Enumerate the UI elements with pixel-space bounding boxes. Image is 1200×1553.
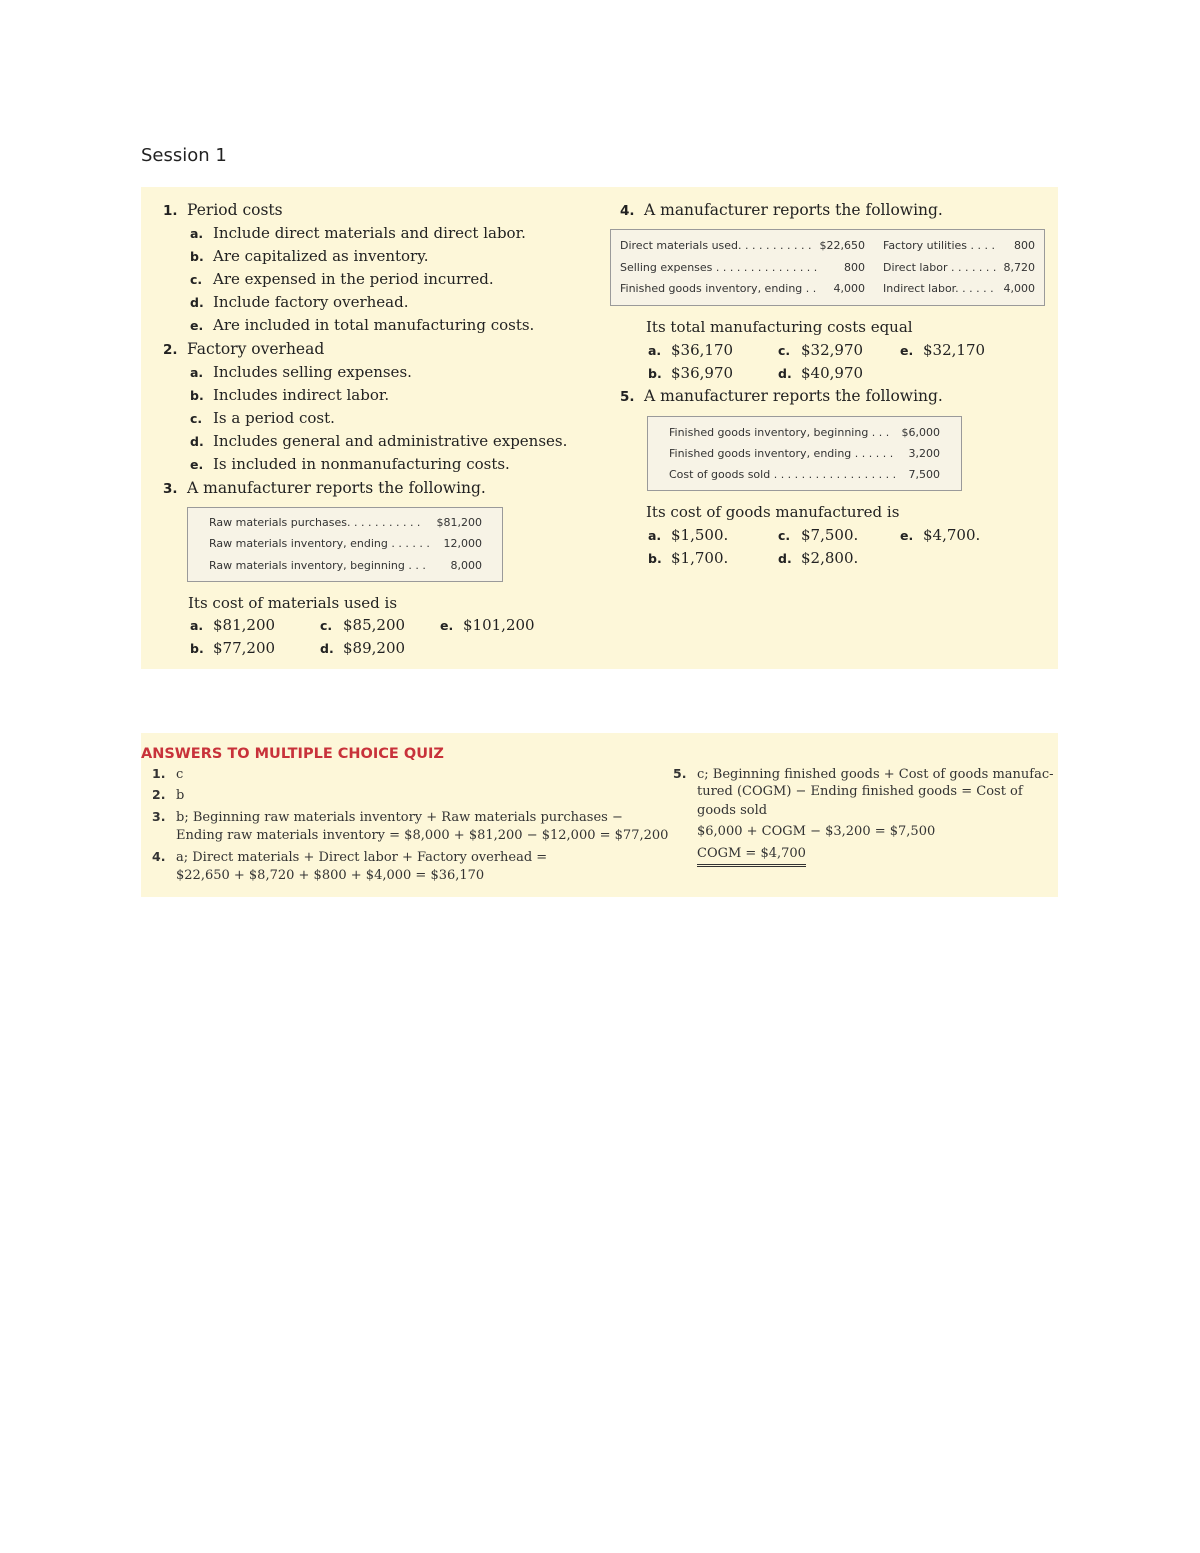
- session-title: Session 1: [141, 145, 227, 166]
- table-label: Direct materials used. . . . . . . . . . .: [620, 239, 812, 252]
- question-text: A manufacturer reports the following.: [187, 479, 486, 497]
- q3-prompt: Its cost of materials used is: [188, 594, 398, 612]
- question-1: [163, 200, 283, 221]
- q4-choice-c: c. $32,970: [778, 341, 864, 359]
- question-5: [620, 386, 943, 407]
- q2-option-c: c. Is a period cost.: [190, 409, 335, 427]
- q4-choice-d: d. $40,970: [778, 364, 864, 382]
- question-text: Period costs: [187, 201, 283, 219]
- q4-data-table: [610, 229, 1045, 306]
- question-number: 5.: [620, 389, 635, 405]
- q5-choice-d: d. $2,800.: [778, 549, 859, 567]
- q3-choice-e: e. $101,200: [440, 616, 535, 634]
- q4-prompt: Its total manufacturing costs equal: [646, 318, 913, 336]
- q1-option-c: c. Are expensed in the period incurred.: [190, 270, 494, 288]
- q1-option-e: e. Are included in total manufacturing costs.: [190, 316, 535, 334]
- q2-option-a: a. Includes selling expenses.: [190, 363, 412, 381]
- question-number: 2.: [163, 342, 178, 358]
- table-value: 800: [1014, 239, 1035, 252]
- question-number: 4.: [620, 203, 635, 219]
- table-value: 4,000: [833, 282, 865, 295]
- table-value: $81,200: [436, 516, 482, 529]
- q3-choice-b: b. $77,200: [190, 639, 276, 657]
- q2-option-d: d. Includes general and administrative expenses.: [190, 432, 568, 450]
- question-3: [163, 478, 486, 499]
- answer-4: 4. a; Direct materials + Direct labor + Factory overhead =: [152, 849, 548, 865]
- q5-choice-e: e. $4,700.: [900, 526, 981, 544]
- q1-option-b: b. Are capitalized as inventory.: [190, 247, 429, 265]
- table-value: 8,000: [450, 559, 482, 572]
- q5-choice-a: a. $1,500.: [648, 526, 729, 544]
- table-label: Selling expenses . . . . . . . . . . . . . . .: [620, 261, 818, 274]
- question-4: [620, 200, 943, 221]
- q2-option-b: b. Includes indirect labor.: [190, 386, 390, 404]
- q3-choice-a: a. $81,200: [190, 616, 276, 634]
- q1-option-a: a. Include direct materials and direct labor.: [190, 224, 526, 242]
- q5-prompt: Its cost of goods manufactured is: [646, 503, 900, 521]
- answer-3: 3. b; Beginning raw materials inventory + Raw materials purchases −: [152, 809, 623, 825]
- table-label: Raw materials inventory, beginning . . .: [209, 559, 426, 572]
- q2-option-e: e. Is included in nonmanufacturing costs.: [190, 455, 510, 473]
- table-value: $6,000: [901, 426, 940, 439]
- question-text: Factory overhead: [187, 340, 325, 358]
- q4-choice-a: a. $36,170: [648, 341, 734, 359]
- answer-5-line-5: COGM = $4,700: [697, 845, 806, 867]
- question-text: A manufacturer reports the following.: [644, 201, 943, 219]
- table-value: 7,500: [908, 468, 940, 481]
- table-label: Finished goods inventory, beginning . . .: [669, 426, 890, 439]
- table-label: Cost of goods sold . . . . . . . . . . . . . . . . . .: [669, 468, 897, 481]
- table-value: $22,650: [819, 239, 865, 252]
- answer-5-line-3: goods sold: [697, 803, 768, 818]
- q3-choice-c: c. $85,200: [320, 616, 406, 634]
- answer-5: 5. c; Beginning finished goods + Cost of goods manufac-: [673, 766, 1054, 782]
- question-number: 1.: [163, 203, 178, 219]
- answer-2: 2. b: [152, 787, 185, 803]
- table-value: 3,200: [908, 447, 940, 460]
- table-value: 4,000: [1003, 282, 1035, 295]
- q5-data-table: [647, 416, 962, 491]
- question-2: [163, 339, 324, 360]
- table-label: Raw materials purchases. . . . . . . . . . .: [209, 516, 421, 529]
- q3-data-table: [187, 507, 503, 582]
- answer-3-line-2: Ending raw materials inventory = $8,000 + $81,200 − $12,000 = $77,200: [176, 828, 669, 843]
- q5-choice-b: b. $1,700.: [648, 549, 729, 567]
- q5-choice-c: c. $7,500.: [778, 526, 859, 544]
- table-label: Indirect labor. . . . . .: [883, 282, 994, 295]
- question-text: A manufacturer reports the following.: [644, 387, 943, 405]
- table-label: Finished goods inventory, ending . .: [620, 282, 817, 295]
- table-label: Finished goods inventory, ending . . . . . .: [669, 447, 894, 460]
- answers-heading: ANSWERS TO MULTIPLE CHOICE QUIZ: [141, 746, 444, 762]
- table-label: Direct labor . . . . . . .: [883, 261, 997, 274]
- question-number: 3.: [163, 481, 178, 497]
- q4-choice-b: b. $36,970: [648, 364, 734, 382]
- table-label: Factory utilities . . . .: [883, 239, 995, 252]
- answer-1: 1. c: [152, 766, 184, 782]
- answer-5-line-4: $6,000 + COGM − $3,200 = $7,500: [697, 824, 936, 839]
- table-label: Raw materials inventory, ending . . . . . .: [209, 537, 430, 550]
- answer-4-line-2: $22,650 + $8,720 + $800 + $4,000 = $36,170: [176, 868, 485, 883]
- answer-5-line-2: tured (COGM) − Ending finished goods = Cost of: [697, 784, 1023, 799]
- q1-option-d: d. Include factory overhead.: [190, 293, 409, 311]
- q4-choice-e: e. $32,170: [900, 341, 986, 359]
- table-value: 8,720: [1003, 261, 1035, 274]
- q3-choice-d: d. $89,200: [320, 639, 406, 657]
- table-value: 12,000: [443, 537, 482, 550]
- table-value: 800: [844, 261, 865, 274]
